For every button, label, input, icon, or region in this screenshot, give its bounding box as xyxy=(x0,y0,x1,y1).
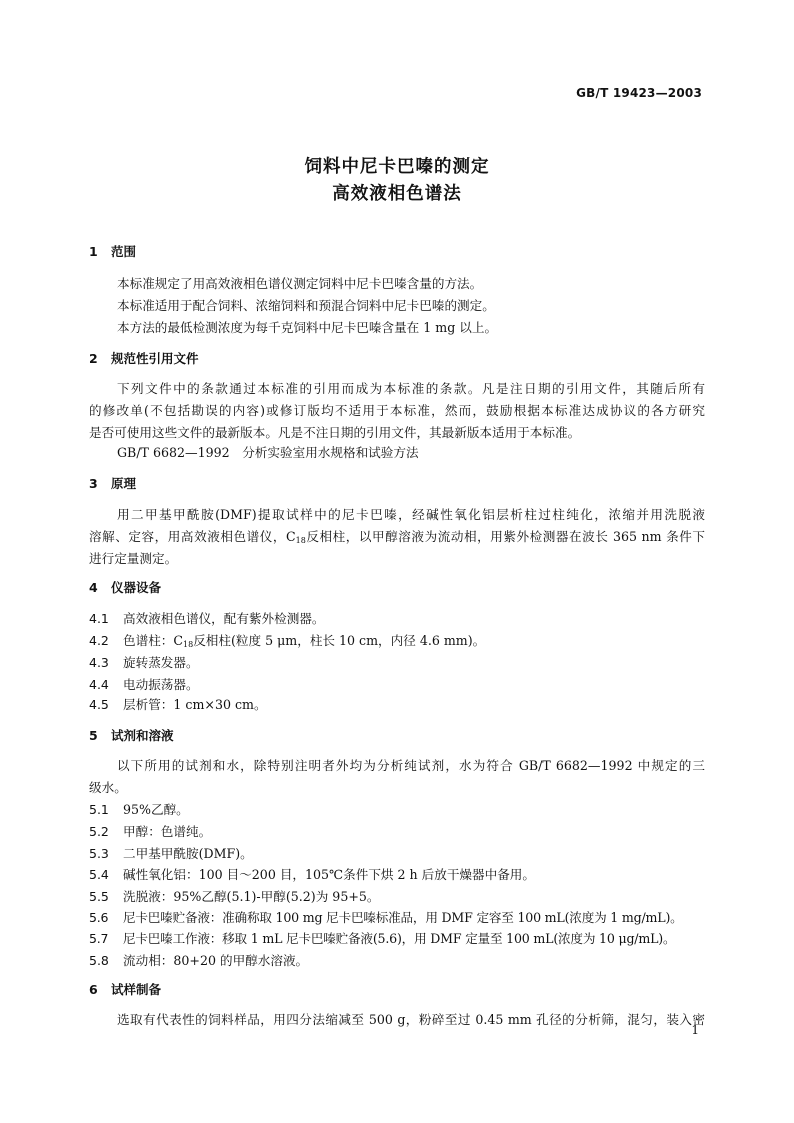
paragraph-line: 本标准适用于配合饲料、浓缩饲料和预混合饲料中尼卡巴嗪的测定。 xyxy=(117,298,495,313)
list-item xyxy=(89,652,199,671)
list-item xyxy=(89,907,683,926)
paragraph-line: 以下所用的试剂和水，除特别注明者外均为分析纯试剂，水为符合 GB/T 6682—1992 中规定的三 xyxy=(117,758,705,773)
section-2-heading xyxy=(89,349,199,367)
item-number: 5.6 xyxy=(89,910,109,925)
paragraph-line: 下列文件中的条款通过本标准的引用而成为本标准的条款。凡是注日期的引用文件，其随后所有 xyxy=(117,381,705,396)
item-number: 4.3 xyxy=(89,655,109,670)
text-run: 反相柱，以甲醇溶液为流动相，用紫外检测器在波长 365 nm 条件下 xyxy=(305,529,705,544)
section-number: 5 xyxy=(89,728,98,743)
section-5-heading xyxy=(89,726,174,744)
paragraph-line: 用二甲基甲酰胺(DMF)提取试样中的尼卡巴嗪，经碱性氧化铝层析柱过柱纯化，浓缩并用洗脱液 xyxy=(117,507,705,522)
standard-code: GB/T 19423—2003 xyxy=(576,86,702,100)
section-title: 原理 xyxy=(111,476,137,491)
item-number: 4.4 xyxy=(89,677,109,692)
item-text: 流动相：80+20 的甲醇水溶液。 xyxy=(123,953,309,968)
document-title-line-2: 高效液相色谱法 xyxy=(332,184,462,204)
section-number: 1 xyxy=(89,244,98,259)
paragraph-line: 选取有代表性的饲料样品，用四分法缩减至 500 g，粉碎至过 0.45 mm 孔径的分析筛，混匀，装入密 xyxy=(117,1012,705,1027)
section-4-heading xyxy=(89,578,161,596)
section-title: 试剂和溶液 xyxy=(111,728,174,743)
item-number: 4.2 xyxy=(89,633,109,648)
subscript: 18 xyxy=(295,536,306,545)
item-text: 尼卡巴嗪贮备液：准确称取 100 mg 尼卡巴嗪标准品，用 DMF 定容至 100 mL(浓度为 1 mg/mL)。 xyxy=(123,910,683,925)
text-run: 溶解、定容，用高效液相色谱仪，C xyxy=(89,529,296,544)
section-title: 规范性引用文件 xyxy=(111,351,199,366)
paragraph-line: 本方法的最低检测浓度为每千克饲料中尼卡巴嗪含量在 1 mg 以上。 xyxy=(117,320,498,335)
section-number: 3 xyxy=(89,476,98,491)
item-text: 95%乙醇。 xyxy=(123,802,189,817)
item-number: 5.7 xyxy=(89,931,109,946)
list-item xyxy=(89,843,253,862)
text-run: 色谱柱：C xyxy=(123,633,184,648)
item-text: 碱性氧化铝：100 目～200 目，105℃条件下烘 2 h 后放干燥器中备用。 xyxy=(123,867,535,882)
section-number: 4 xyxy=(89,580,98,595)
section-number: 6 xyxy=(89,982,98,997)
item-number: 4.1 xyxy=(89,611,109,626)
list-item xyxy=(89,950,308,969)
item-number: 5.2 xyxy=(89,824,109,839)
list-item xyxy=(89,928,675,947)
document-title-line-1: 饲料中尼卡巴嗪的测定 xyxy=(304,157,490,177)
list-item xyxy=(89,886,380,905)
paragraph-line: 是否可使用这些文件的最新版本。凡是不注日期的引用文件，其最新版本适用于本标准。 xyxy=(89,425,581,440)
item-number: 4.5 xyxy=(89,697,109,712)
item-number: 5.8 xyxy=(89,953,109,968)
section-3-heading xyxy=(89,474,136,492)
section-1-heading xyxy=(89,242,136,260)
paragraph-line xyxy=(89,526,705,545)
section-title: 试样制备 xyxy=(111,982,162,997)
paragraph-line: 的修改单(不包括勘误的内容)或修订版均不适用于本标准，然而，鼓励根据本标准达成协议的各方研究 xyxy=(89,403,705,418)
item-text: 二甲基甲酰胺(DMF)。 xyxy=(123,846,253,861)
section-6-heading xyxy=(89,980,161,998)
item-number: 5.4 xyxy=(89,867,109,882)
paragraph-line: 进行定量测定。 xyxy=(89,551,178,566)
reference-line: GB/T 6682—1992 分析实验室用水规格和试验方法 xyxy=(117,445,419,460)
list-item xyxy=(89,864,535,883)
page-number: 1 xyxy=(691,1023,699,1037)
section-title: 范围 xyxy=(111,244,137,259)
paragraph-line: 级水。 xyxy=(89,780,127,795)
subscript: 18 xyxy=(183,640,194,649)
item-text: 洗脱液：95%乙醇(5.1)-甲醇(5.2)为 95+5。 xyxy=(123,889,380,904)
list-item xyxy=(89,674,199,693)
item-text: 高效液相色谱仪，配有紫外检测器。 xyxy=(123,611,325,626)
list-item xyxy=(89,694,267,713)
item-text: 甲醇：色谱纯。 xyxy=(123,824,212,839)
item-text: 尼卡巴嗪工作液：移取 1 mL 尼卡巴嗪贮备液(5.6)，用 DMF 定量至 100 mL(浓度为 10 μg/mL)。 xyxy=(123,931,676,946)
item-text: 电动振荡器。 xyxy=(123,677,199,692)
section-number: 2 xyxy=(89,351,98,366)
list-item xyxy=(89,799,189,818)
list-item xyxy=(89,608,325,627)
list-item xyxy=(89,821,211,840)
item-number: 5.3 xyxy=(89,846,109,861)
section-title: 仪器设备 xyxy=(111,580,162,595)
text-run: 反相柱(粒度 5 μm，柱长 10 cm，内径 4.6 mm)。 xyxy=(193,633,486,648)
paragraph-line: 本标准规定了用高效液相色谱仪测定饲料中尼卡巴嗪含量的方法。 xyxy=(117,276,483,291)
list-item xyxy=(89,630,485,649)
item-number: 5.1 xyxy=(89,802,109,817)
item-text: 旋转蒸发器。 xyxy=(123,655,199,670)
item-number: 5.5 xyxy=(89,889,109,904)
item-text: 层析管：1 cm×30 cm。 xyxy=(123,697,267,712)
